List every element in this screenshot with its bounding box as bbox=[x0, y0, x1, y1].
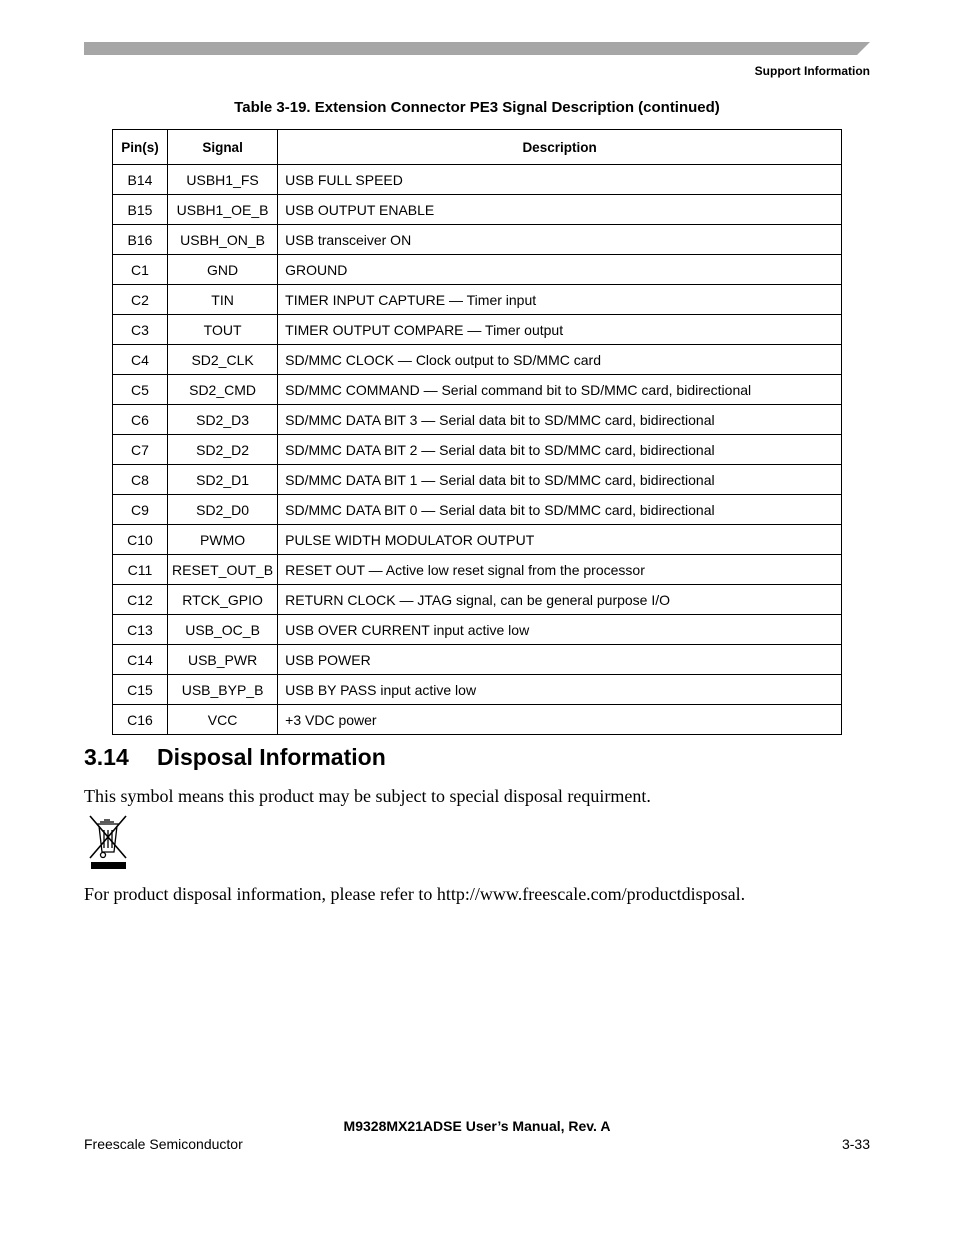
signal-cell: USBH1_FS bbox=[168, 165, 278, 195]
table-row bbox=[113, 705, 842, 735]
table-row bbox=[113, 645, 842, 675]
table-row bbox=[113, 555, 842, 585]
header-bar bbox=[84, 42, 870, 55]
pin-cell: C10 bbox=[113, 525, 168, 555]
running-header: Support Information bbox=[754, 64, 870, 78]
signal-cell: USBH1_OE_B bbox=[168, 195, 278, 225]
pin-cell: C7 bbox=[113, 435, 168, 465]
table-row bbox=[113, 495, 842, 525]
description-cell: USB BY PASS input active low bbox=[278, 675, 842, 705]
signal-table bbox=[112, 129, 842, 735]
column-header: Description bbox=[278, 130, 842, 165]
signal-cell: USB_BYP_B bbox=[168, 675, 278, 705]
pin-cell: C2 bbox=[113, 285, 168, 315]
pin-cell: B16 bbox=[113, 225, 168, 255]
description-cell: SD/MMC DATA BIT 0 — Serial data bit to SD/MMC card, bidirectional bbox=[278, 495, 842, 525]
signal-cell: USB_OC_B bbox=[168, 615, 278, 645]
signal-cell: SD2_CLK bbox=[168, 345, 278, 375]
signal-cell: USBH_ON_B bbox=[168, 225, 278, 255]
description-cell: RESET OUT — Active low reset signal from the processor bbox=[278, 555, 842, 585]
section-number: 3.14 bbox=[84, 744, 129, 770]
section-title: Disposal Information bbox=[157, 744, 386, 770]
pin-cell: C1 bbox=[113, 255, 168, 285]
table-row bbox=[113, 675, 842, 705]
table-row bbox=[113, 225, 842, 255]
table-row bbox=[113, 345, 842, 375]
description-cell: SD/MMC CLOCK — Clock output to SD/MMC card bbox=[278, 345, 842, 375]
signal-cell: VCC bbox=[168, 705, 278, 735]
description-cell: RETURN CLOCK — JTAG signal, can be general purpose I/O bbox=[278, 585, 842, 615]
table-row bbox=[113, 165, 842, 195]
footer-manual-title: M9328MX21ADSE User’s Manual, Rev. A bbox=[343, 1118, 611, 1134]
description-cell: USB transceiver ON bbox=[278, 225, 842, 255]
description-cell: SD/MMC DATA BIT 3 — Serial data bit to SD/MMC card, bidirectional bbox=[278, 405, 842, 435]
table-row bbox=[113, 255, 842, 285]
description-cell: USB OVER CURRENT input active low bbox=[278, 615, 842, 645]
pin-cell: B14 bbox=[113, 165, 168, 195]
pin-cell: B15 bbox=[113, 195, 168, 225]
signal-cell: PWMO bbox=[168, 525, 278, 555]
signal-cell: GND bbox=[168, 255, 278, 285]
table-caption: Table 3-19. Extension Connector PE3 Signal Description (continued) bbox=[234, 99, 720, 116]
column-header: Pin(s) bbox=[113, 130, 168, 165]
pin-cell: C15 bbox=[113, 675, 168, 705]
description-cell: USB OUTPUT ENABLE bbox=[278, 195, 842, 225]
table-row bbox=[113, 465, 842, 495]
description-cell: PULSE WIDTH MODULATOR OUTPUT bbox=[278, 525, 842, 555]
disposal-reference-paragraph: For product disposal information, please refer to http://www.freescale.com/productdisposal. bbox=[84, 884, 746, 904]
pin-cell: C13 bbox=[113, 615, 168, 645]
table-row bbox=[113, 375, 842, 405]
table-row bbox=[113, 525, 842, 555]
pin-cell: C6 bbox=[113, 405, 168, 435]
signal-cell: RTCK_GPIO bbox=[168, 585, 278, 615]
description-cell: TIMER INPUT CAPTURE — Timer input bbox=[278, 285, 842, 315]
signal-cell: SD2_D2 bbox=[168, 435, 278, 465]
signal-cell: SD2_CMD bbox=[168, 375, 278, 405]
pin-cell: C9 bbox=[113, 495, 168, 525]
pin-cell: C11 bbox=[113, 555, 168, 585]
footer-company: Freescale Semiconductor bbox=[84, 1136, 243, 1152]
description-cell: +3 VDC power bbox=[278, 705, 842, 735]
table-row bbox=[113, 435, 842, 465]
signal-cell: TIN bbox=[168, 285, 278, 315]
description-cell: SD/MMC DATA BIT 1 — Serial data bit to SD/MMC card, bidirectional bbox=[278, 465, 842, 495]
crossed-out-wheelie-bin-icon bbox=[86, 812, 130, 872]
disposal-paragraph: This symbol means this product may be subject to special disposal requirment. bbox=[84, 786, 651, 806]
table-header-row bbox=[113, 130, 842, 165]
description-cell: USB POWER bbox=[278, 645, 842, 675]
signal-cell: RESET_OUT_B bbox=[168, 555, 278, 585]
pin-cell: C3 bbox=[113, 315, 168, 345]
description-cell: SD/MMC DATA BIT 2 — Serial data bit to SD/MMC card, bidirectional bbox=[278, 435, 842, 465]
pin-cell: C8 bbox=[113, 465, 168, 495]
description-cell: TIMER OUTPUT COMPARE — Timer output bbox=[278, 315, 842, 345]
pin-cell: C14 bbox=[113, 645, 168, 675]
signal-cell: SD2_D0 bbox=[168, 495, 278, 525]
pin-cell: C4 bbox=[113, 345, 168, 375]
table-row bbox=[113, 315, 842, 345]
table-row bbox=[113, 405, 842, 435]
table-row bbox=[113, 195, 842, 225]
page-number: 3-33 bbox=[841, 1136, 870, 1152]
table-row bbox=[113, 615, 842, 645]
signal-cell: TOUT bbox=[168, 315, 278, 345]
signal-cell: SD2_D1 bbox=[168, 465, 278, 495]
description-cell: GROUND bbox=[278, 255, 842, 285]
table-row bbox=[113, 585, 842, 615]
signal-cell: USB_PWR bbox=[168, 645, 278, 675]
signal-cell: SD2_D3 bbox=[168, 405, 278, 435]
column-header: Signal bbox=[168, 130, 278, 165]
description-cell: SD/MMC COMMAND — Serial command bit to SD/MMC card, bidirectional bbox=[278, 375, 842, 405]
section-heading bbox=[84, 744, 386, 771]
description-cell: USB FULL SPEED bbox=[278, 165, 842, 195]
pin-cell: C5 bbox=[113, 375, 168, 405]
pin-cell: C16 bbox=[113, 705, 168, 735]
pin-cell: C12 bbox=[113, 585, 168, 615]
table-row bbox=[113, 285, 842, 315]
